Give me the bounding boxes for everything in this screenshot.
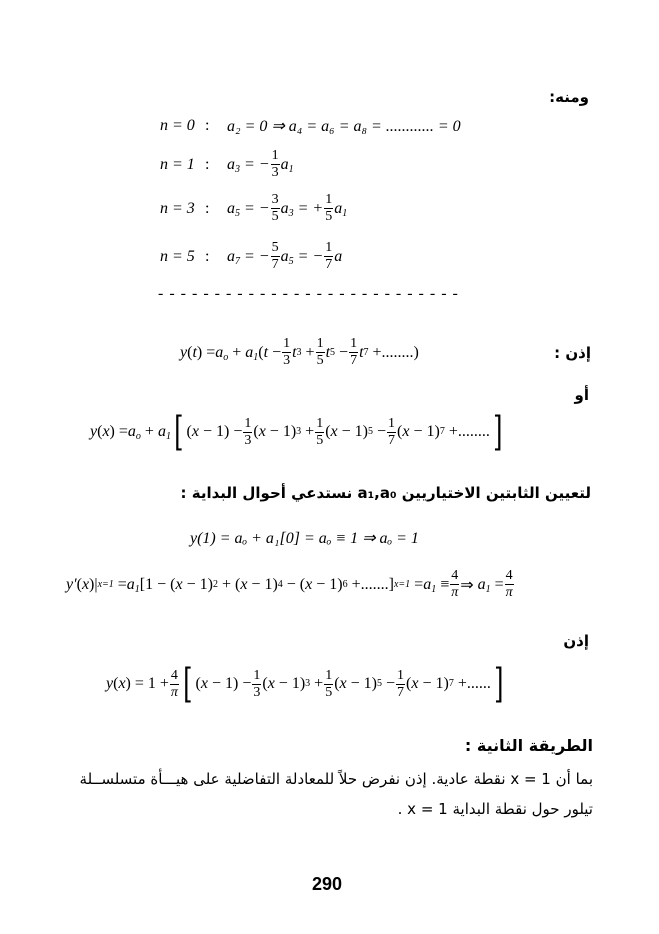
n-value: n = 5 <box>160 247 195 265</box>
fraction: $\frac{5}{7}$ <box>271 240 279 272</box>
section-title: الطريقة الثانية : <box>464 736 593 755</box>
recurrence-n5: n = 5 : $a_7$ = − $\frac{5}{7}$ $a_5$ = − $\frac{1}{7}$ a <box>160 240 343 272</box>
initial-condition-y-prime: y′ ( x )| x=1 = $a_1$ [1 − ( x − 1) 2 + ( x − 1) 4 − ( x − 1) 6 +.......] x=1 = $a_1$ ≡ $\frac{4}{\pi}$ ⇒ $a_1$ = $\frac{4}{\pi}$ <box>66 568 513 600</box>
recurrence-rhs: a₂ = 0 ⇒ a₄ = a₆ = a₈ = ............ = 0 <box>227 118 461 135</box>
dash-separator: - - - - - - - - - - - - - - - - - - - - - - - - - - - <box>158 285 459 302</box>
series-y-of-x: y ( x ) = $a_o$ + $a_1$ [ ( x − 1) − $\frac{1}{3}$ ( x − 1) 3 + $\frac{1}{5}$ ( x − 1) 5 − $\frac{1}{7}$ ( x − 1) 7 +........ ] <box>90 409 503 455</box>
fraction: $\frac{3}{5}$ <box>271 192 279 224</box>
final-solution: y ( x ) = 1 + $\frac{4}{\pi}$ [ ( x − 1) − $\frac{1}{3}$ ( x − 1) 3 + $\frac{1}{5}$ ( x − 1) 5 − $\frac{1}{7}$ ( x − 1) 7 +...... ] <box>106 661 504 707</box>
recurrence-n3: n = 3 : $a_5$ = − $\frac{3}{5}$ $a_3$ = + $\frac{1}{5}$ $a_1$ <box>160 192 348 224</box>
initial-condition-y: y(1) = aₒ + a₁[0] = aₒ ≡ 1 ⇒ aₒ = 1 <box>190 530 419 547</box>
fraction: $\frac{1}{5}$ <box>325 192 333 224</box>
n-value: n = 0 <box>160 117 195 134</box>
recurrence-n0: n = 0 : a₂ = 0 ⇒ a₄ = a₆ = a₈ = ............ = 0 <box>160 117 461 135</box>
n-value: n = 1 <box>160 155 195 173</box>
fraction: $\frac{1}{7}$ <box>325 240 333 272</box>
constants-sentence: لتعيين الثابتين الاختياريين a₁,a₀ نستدعي أحوال البداية : <box>180 484 591 502</box>
or-label: أو <box>574 386 589 404</box>
paragraph-line-2: تيلور حول نقطة البداية x = 1 . <box>397 800 593 818</box>
paragraph-line-1: بما أن x = 1 نقطة عادية. إذن نفرض حلاً للمعادلة التفاضلية على هيـــأة متسلســلة <box>79 770 593 788</box>
then-label-2: إذن <box>563 632 589 650</box>
then-label-1: إذن : <box>554 344 591 362</box>
intro-label: ومنه: <box>549 88 589 106</box>
fraction: $\frac{1}{3}$ <box>271 148 279 180</box>
page-number: 290 <box>312 874 343 894</box>
series-y-of-t: y ( t ) = $a_o$ + $a_1$ ( t − $\frac{1}{3}$ t 3 + $\frac{1}{5}$ t 5 − $\frac{1}{7}$ t 7 +........) <box>180 336 419 368</box>
n-value: n = 3 <box>160 199 195 217</box>
recurrence-n1: n = 1 : $a_3$ = − $\frac{1}{3}$ $a_1$ <box>160 148 294 180</box>
